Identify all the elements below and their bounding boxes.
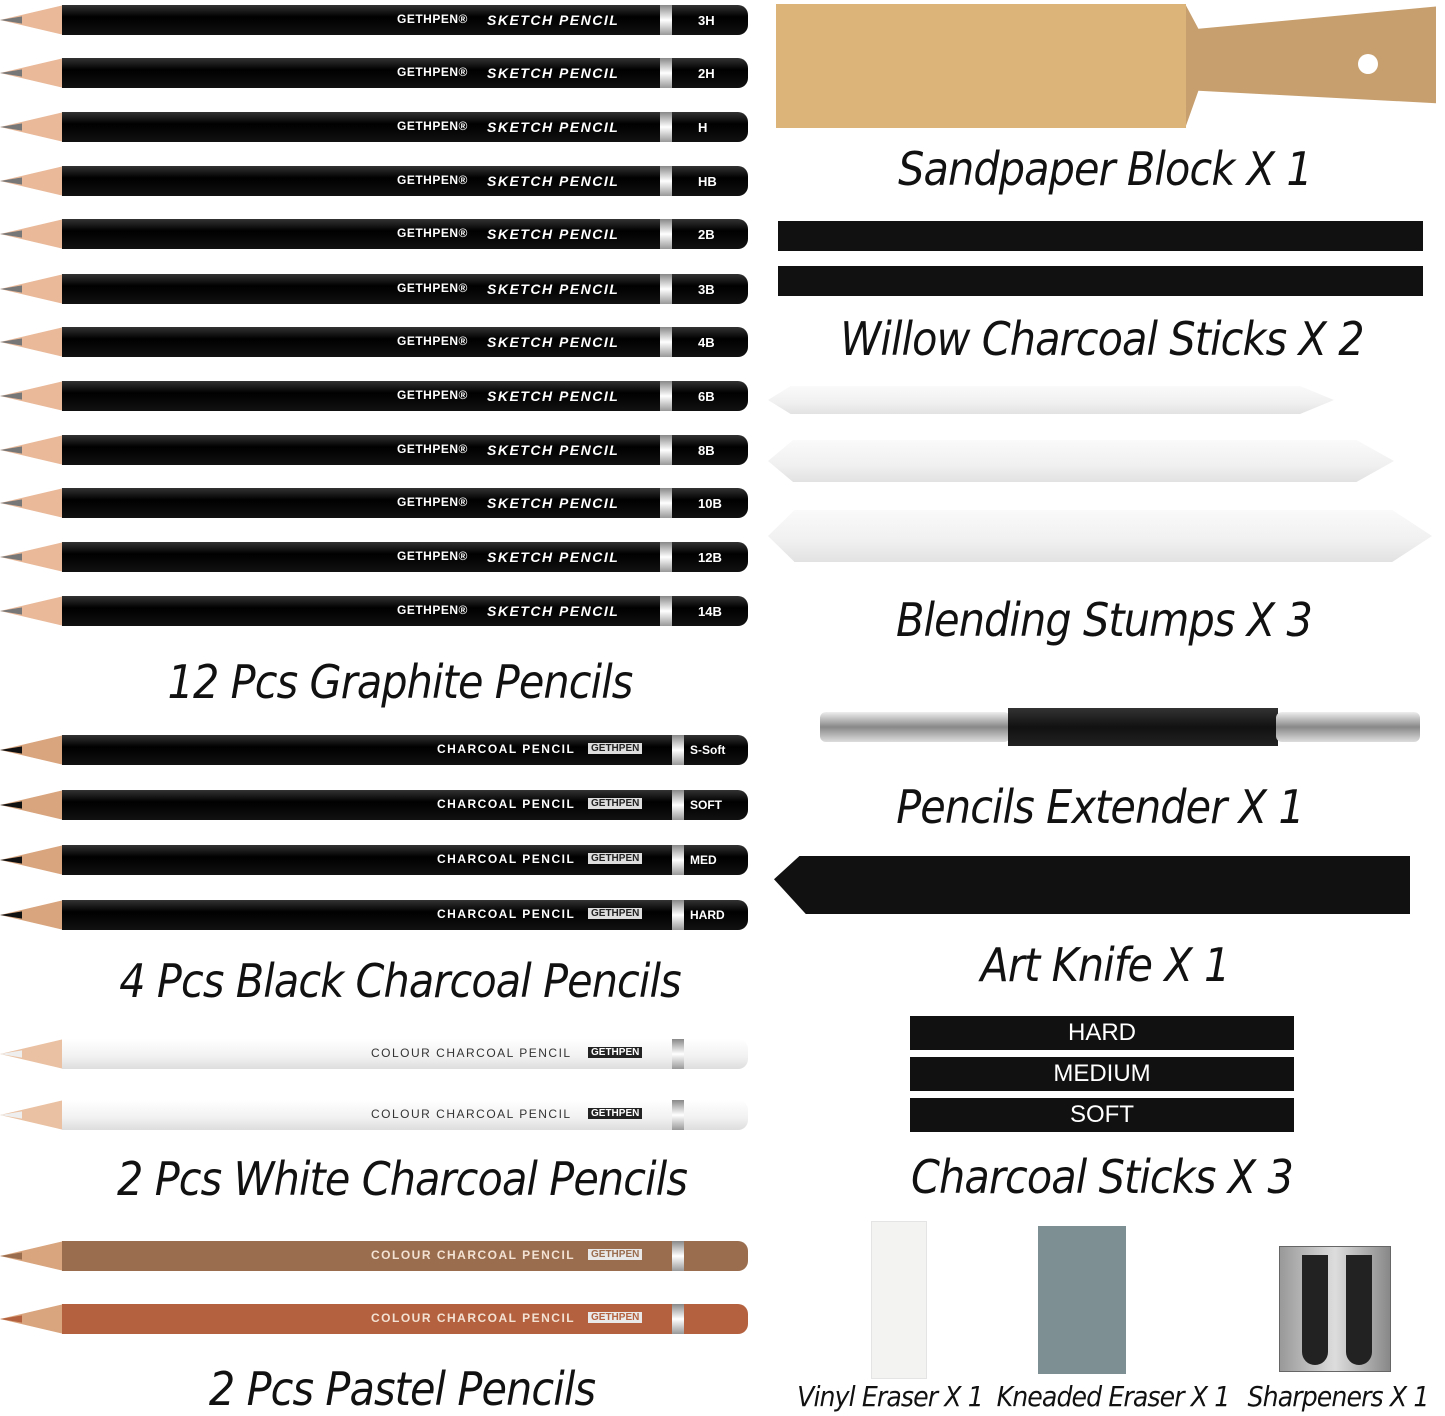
pencil-brand: GETHPEN® <box>397 442 468 456</box>
pencil-grade: H <box>698 120 708 135</box>
vinyl-caption: Vinyl Eraser X 1 <box>797 1380 983 1413</box>
blending-stump <box>768 510 1432 562</box>
pencil-brand: GETHPEN <box>588 1312 642 1323</box>
pencil-band <box>672 845 684 875</box>
pencil-lead <box>0 1039 22 1069</box>
pencil-lead <box>0 735 22 765</box>
pencil-label: SKETCH PENCIL <box>487 442 620 458</box>
pencil-grade: 10B <box>698 496 722 511</box>
pencil-grade: 4B <box>698 335 715 350</box>
pencil-lead <box>0 596 22 626</box>
willow-stick <box>778 266 1423 296</box>
pencil-brand: GETHPEN® <box>397 12 468 26</box>
pencil <box>0 219 748 249</box>
pencil-body <box>62 900 748 930</box>
pencil <box>0 381 748 411</box>
pencil-band <box>660 58 672 88</box>
pencil-grade: 6B <box>698 389 715 404</box>
pencil-band <box>672 1039 684 1069</box>
pencil-lead <box>0 166 22 196</box>
charcoal-stick-medium: MEDIUM <box>910 1057 1294 1091</box>
charcoal-stick-soft: SOFT <box>910 1098 1294 1132</box>
pencil-label: COLOUR CHARCOAL PENCIL <box>371 1248 576 1262</box>
pencil-band <box>660 542 672 572</box>
pencil-label: CHARCOAL PENCIL <box>437 907 576 921</box>
pencil-band <box>660 5 672 35</box>
extender-caption: Pencils Extender X 1 <box>896 780 1304 834</box>
blending-stump <box>768 386 1334 414</box>
sandpaper-block <box>776 4 1440 128</box>
pencil-lead <box>0 900 22 930</box>
kneaded-caption: Kneaded Eraser X 1 <box>996 1380 1230 1413</box>
pencil <box>0 845 748 875</box>
art-knife <box>774 856 1410 914</box>
pencil-label: SKETCH PENCIL <box>487 65 620 81</box>
pencil-grade: MED <box>690 853 717 867</box>
pencil-brand: GETHPEN <box>588 853 642 864</box>
pencil-band <box>660 166 672 196</box>
pencil-band <box>672 1304 684 1334</box>
pencil <box>0 1304 748 1334</box>
pencil-band <box>672 790 684 820</box>
pencil <box>0 735 748 765</box>
pencil-brand: GETHPEN® <box>397 119 468 133</box>
pencil-band <box>660 112 672 142</box>
pencil <box>0 5 748 35</box>
pencil-grade: 12B <box>698 550 722 565</box>
pencil-label: SKETCH PENCIL <box>487 388 620 404</box>
pencil-body <box>62 735 748 765</box>
pencil-lead <box>0 327 22 357</box>
sandpaper-caption: Sandpaper Block X 1 <box>898 142 1312 196</box>
pencil <box>0 790 748 820</box>
pastel-caption: 2 Pcs Pastel Pencils <box>208 1362 596 1416</box>
pencil-label: SKETCH PENCIL <box>487 173 620 189</box>
pencil-lead <box>0 542 22 572</box>
pencil-grade: 14B <box>698 604 722 619</box>
vinyl-eraser <box>871 1221 927 1379</box>
pencil <box>0 1039 748 1069</box>
pencil-brand: GETHPEN <box>588 908 642 919</box>
pencil-brand: GETHPEN® <box>397 603 468 617</box>
pencil-band <box>660 274 672 304</box>
pencil-label: SKETCH PENCIL <box>487 119 620 135</box>
stumps-caption: Blending Stumps X 3 <box>896 593 1312 647</box>
pencil-body <box>62 790 748 820</box>
pencil-brand: GETHPEN® <box>397 495 468 509</box>
pencil-label: SKETCH PENCIL <box>487 226 620 242</box>
pencil-band <box>660 381 672 411</box>
pencil-label: CHARCOAL PENCIL <box>437 797 576 811</box>
pencil-lead <box>0 274 22 304</box>
kneaded-eraser <box>1038 1226 1126 1374</box>
pencil-grade: HB <box>698 174 717 189</box>
charcoal-stick-hard: HARD <box>910 1016 1294 1050</box>
pencil-grade: 2B <box>698 227 715 242</box>
pencil-brand: GETHPEN® <box>397 173 468 187</box>
pencil-label: CHARCOAL PENCIL <box>437 852 576 866</box>
pencil-label: SKETCH PENCIL <box>487 12 620 28</box>
pencil-label: SKETCH PENCIL <box>487 495 620 511</box>
pencil-label: COLOUR CHARCOAL PENCIL <box>371 1107 572 1121</box>
pencil <box>0 112 748 142</box>
pencil-brand: GETHPEN® <box>397 334 468 348</box>
pencil-brand: GETHPEN® <box>397 65 468 79</box>
pencil-grade: 3H <box>698 13 715 28</box>
pencil-label: SKETCH PENCIL <box>487 334 620 350</box>
pencil <box>0 542 748 572</box>
blending-stump <box>768 440 1394 482</box>
pencil-label: SKETCH PENCIL <box>487 549 620 565</box>
pencil-lead <box>0 435 22 465</box>
pencil-brand: GETHPEN <box>588 798 642 809</box>
pencil-brand: GETHPEN® <box>397 281 468 295</box>
pencil-band <box>660 596 672 626</box>
pencil-brand: GETHPEN <box>588 1047 642 1058</box>
charcoal-caption: 4 Pcs Black Charcoal Pencils <box>119 954 681 1008</box>
pencil-brand: GETHPEN <box>588 743 642 754</box>
pencil-grade: SOFT <box>690 798 722 812</box>
pencil-body <box>62 845 748 875</box>
pencil-grade: 2H <box>698 66 715 81</box>
graphite-caption: 12 Pcs Graphite Pencils <box>167 655 633 709</box>
pencil-lead <box>0 845 22 875</box>
pencil-band <box>672 1100 684 1130</box>
pencil-label: COLOUR CHARCOAL PENCIL <box>371 1311 576 1325</box>
pencil-band <box>660 327 672 357</box>
willow-stick <box>778 221 1423 251</box>
sharpener-caption: Sharpeners X 1 <box>1247 1380 1429 1413</box>
pencil-grade: S-Soft <box>690 743 726 757</box>
pencil-lead <box>0 1241 22 1271</box>
sticks-caption: Charcoal Sticks X 3 <box>911 1150 1293 1204</box>
pencil <box>0 58 748 88</box>
pencil-band <box>660 435 672 465</box>
pencil-label: SKETCH PENCIL <box>487 281 620 297</box>
pencil-brand: GETHPEN® <box>397 549 468 563</box>
pencil-brand: GETHPEN <box>588 1108 642 1119</box>
pencil-label: CHARCOAL PENCIL <box>437 742 576 756</box>
pencil-grade: HARD <box>690 908 725 922</box>
knife-caption: Art Knife X 1 <box>980 938 1230 992</box>
pencil <box>0 1241 748 1271</box>
white-caption: 2 Pcs White Charcoal Pencils <box>117 1152 687 1206</box>
pencil-brand: GETHPEN® <box>397 388 468 402</box>
pencil <box>0 488 748 518</box>
pencil-lead <box>0 488 22 518</box>
pencil-label: COLOUR CHARCOAL PENCIL <box>371 1046 572 1060</box>
pencil-lead <box>0 381 22 411</box>
pencil-extender <box>820 702 1420 752</box>
pencil-lead <box>0 790 22 820</box>
pencil-lead <box>0 1304 22 1334</box>
pencil <box>0 274 748 304</box>
pencil-label: SKETCH PENCIL <box>487 603 620 619</box>
pencil <box>0 1100 748 1130</box>
pencil <box>0 900 748 930</box>
pencil-lead <box>0 219 22 249</box>
pencil <box>0 435 748 465</box>
pencil <box>0 327 748 357</box>
willow-caption: Willow Charcoal Sticks X 2 <box>840 312 1364 366</box>
pencil-band <box>672 1241 684 1271</box>
sharpener <box>1279 1246 1391 1372</box>
pencil-band <box>672 735 684 765</box>
pencil-band <box>660 488 672 518</box>
pencil-lead <box>0 112 22 142</box>
pencil-band <box>660 219 672 249</box>
pencil-lead <box>0 58 22 88</box>
pencil <box>0 166 748 196</box>
pencil-lead <box>0 5 22 35</box>
pencil-brand: GETHPEN® <box>397 226 468 240</box>
pencil <box>0 596 748 626</box>
pencil-grade: 3B <box>698 282 715 297</box>
pencil-lead <box>0 1100 22 1130</box>
pencil-grade: 8B <box>698 443 715 458</box>
pencil-brand: GETHPEN <box>588 1249 642 1260</box>
pencil-band <box>672 900 684 930</box>
